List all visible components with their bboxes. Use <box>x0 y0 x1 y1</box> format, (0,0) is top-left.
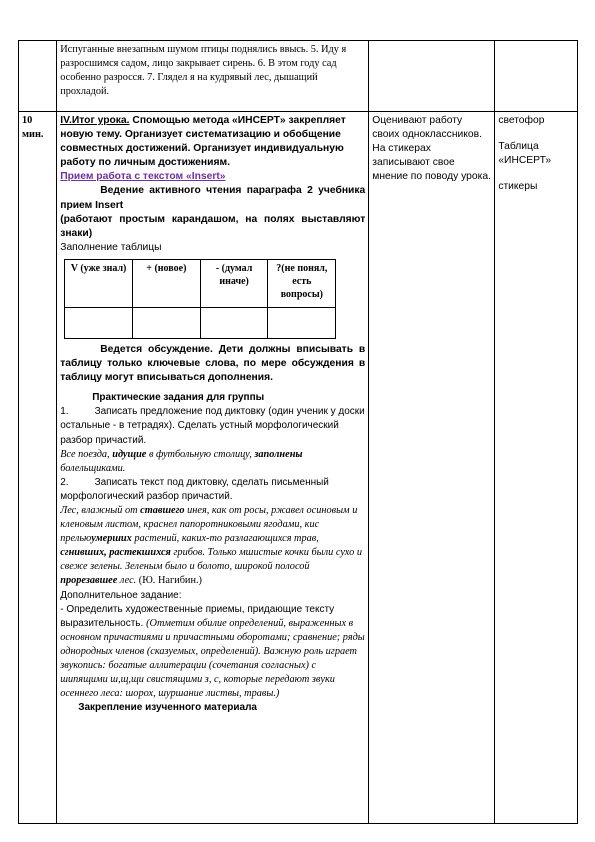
passage-participle: умерших <box>91 533 132 545</box>
extra-task-answer: (Отметим обилие определений, выраженных в основном причастиями и причастными оборотами; сравнение; ряды однородных членов (сказуемых, определений). Важную роль играет звукопись: богатые аллитерации (сочетания согласных) с шипящими ш,щ,щи свистящими з, с, которые передают звуки осеннего леса: шорох, шуршание листвы, травы.) <box>60 617 365 700</box>
task-2-number: 2. <box>60 476 69 488</box>
resources-cell <box>495 41 578 112</box>
discussion-text: Ведется обсуждение. Дети должны вписывать в таблицу только ключевые слова, по мере обсуждения в таблицу могут вписываться дополнения. <box>60 343 366 384</box>
resource-item: стикеры <box>498 181 538 193</box>
passage-participle: ставшего <box>140 504 185 516</box>
carryover-text: Испуганные внезапным шумом птицы поднялись ввысь. 5. Иду я разросшимся садом, лицо закрывает сирень. 6. В этом году сад особенно разросся. 7. Глядел я на кудрявый лес, дышащий прохладой. <box>60 44 347 98</box>
insert-table-header-row <box>65 259 336 307</box>
extra-task <box>60 603 365 702</box>
insert-cell <box>65 307 133 338</box>
task-1-number: 1. <box>60 406 69 418</box>
extra-title: Дополнительное задание: <box>60 589 182 601</box>
passage-part: грибов. Только мшистые кочки были сухо и свеже зелены. Зеленым было и болото, широкой полосой <box>60 547 362 573</box>
passage-part: инея, как от росы, ржавел осиновым и кленовым листом, краснел папоротниковыми ягодами, кис прелью <box>60 504 358 545</box>
student-activity-cell <box>369 112 495 824</box>
insert-cell <box>200 307 268 338</box>
passage-part: Лес, влажный от <box>60 504 141 516</box>
insert-table-empty-row <box>65 307 336 338</box>
time-cell <box>19 41 57 112</box>
insert-cell <box>132 307 200 338</box>
closing-heading: Закрепление изученного материала <box>78 702 257 714</box>
task-1-sentence-part: Все поезда, <box>60 448 113 460</box>
time-number: 10 <box>22 115 33 126</box>
task-1-sentence-part: болельщиками. <box>60 462 126 474</box>
spacer <box>498 168 574 180</box>
passage-author: (Ю. Нагибин.) <box>136 575 202 587</box>
insert-header-known: V (уже знал) <box>65 259 133 307</box>
insert-paragraph-2: (работают простым карандашом, на полях выставляют знаки) <box>60 213 366 239</box>
task-2-text: Записать текст под диктовку, сделать письменный морфологический разбор причастий. <box>60 476 329 502</box>
task-1-text: Записать предложение под диктовку (один ученик у доски остальные - в тетрадях). Сделать устный морфологический разбор причастий. <box>60 406 365 446</box>
task-2 <box>60 476 365 504</box>
passage-participle: сгнивших, растекшихся <box>60 547 171 559</box>
task-1-participle: идущие <box>112 448 147 460</box>
table-row <box>19 41 578 112</box>
insert-header-new: + (новое) <box>132 259 200 307</box>
insert-header-thought-otherwise: - (думал иначе) <box>200 259 268 307</box>
spacer <box>498 128 574 140</box>
table-fill-label: Заполнение таблицы <box>60 241 162 253</box>
task-1-participle: заполнены <box>254 448 303 460</box>
teacher-activity-cell <box>57 112 369 824</box>
resources-cell <box>495 112 578 824</box>
resource-item: светофор <box>498 115 545 126</box>
task-1-sentence <box>60 448 365 476</box>
student-activity-text: Оценивают работу своих одноклассников. На стикерах записывают свое мнение по поводу урока. <box>372 115 491 183</box>
passage-part: растений, каких-то разлагающихся трав, <box>131 533 319 545</box>
practical-title: Практические задания для группы <box>92 392 265 404</box>
lesson-plan-table <box>18 40 578 824</box>
table-row <box>19 112 578 824</box>
insert-cell <box>268 307 336 338</box>
time-cell <box>19 112 57 824</box>
resource-item: Таблица «ИНСЕРТ» <box>498 141 552 167</box>
stage-title: IV.Итог урока. <box>60 115 130 126</box>
time-unit: мин. <box>22 129 44 141</box>
stage-description <box>60 114 365 170</box>
insert-table <box>64 259 336 339</box>
task-1 <box>60 405 365 447</box>
extra-task-text: - Определить художественные приемы, придающие тексту выразительность. <box>60 603 335 629</box>
passage-participle: прорезавшее <box>60 575 118 587</box>
teacher-activity-cell <box>57 41 369 112</box>
task-1-sentence-part: в футбольную столицу, <box>146 448 255 460</box>
student-activity-cell <box>369 41 495 112</box>
insert-paragraph-1: Ведение активного чтения параграфа 2 учебника прием Insert <box>60 185 366 211</box>
insert-header-questions: ?(не понял, есть вопросы) <box>268 259 336 307</box>
task-2-passage <box>60 504 365 589</box>
passage-part: лес. <box>117 575 137 587</box>
insert-heading: Прием работа с текстом «Insert» <box>60 171 226 183</box>
stage-intro: Спомощью метода «ИНСЕРТ» закрепляет новую тему. Организует систематизацию и обобщение совместных достижений. Организует индивидуальную работу по личным достижениям. <box>60 115 346 169</box>
